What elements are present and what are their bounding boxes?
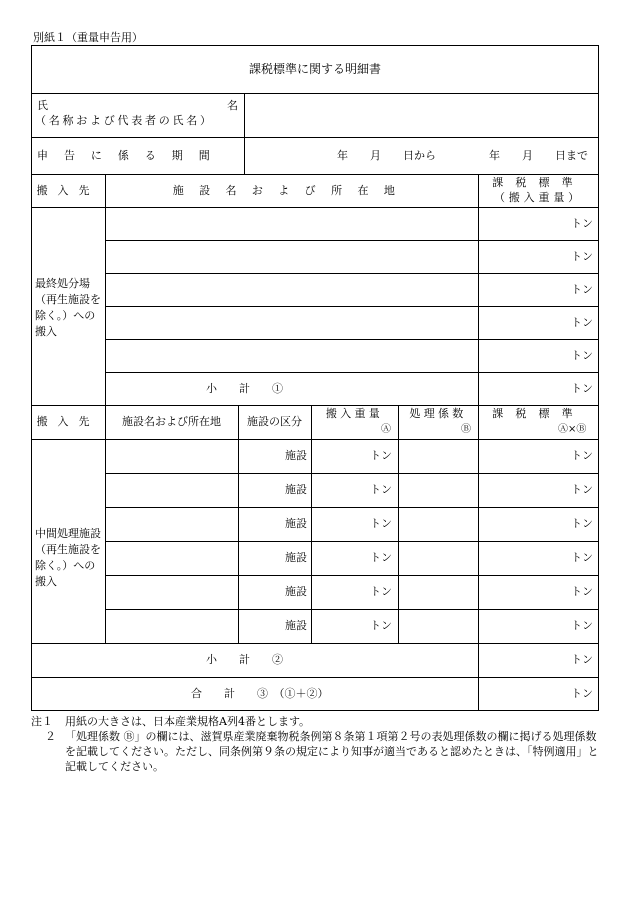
note-number: 注１ — [31, 715, 53, 728]
mid-category[interactable]: 施設 — [285, 517, 307, 530]
mid-coef-cell[interactable] — [399, 610, 478, 643]
notes — [31, 714, 606, 774]
mid-coef-cell[interactable] — [399, 440, 478, 473]
final-facility-cell[interactable] — [106, 208, 478, 240]
mid-col-coef-mark: Ⓑ — [461, 424, 471, 435]
mid-facility-cell[interactable] — [106, 474, 238, 507]
mid-col-coef: 処理係数 — [409, 407, 467, 420]
mid-subtotal-label: 小 計 ② — [206, 653, 283, 666]
form-label: 別紙１（重量申告用） — [33, 31, 143, 44]
mid-unit[interactable]: トン — [571, 619, 593, 632]
final-facility-cell[interactable] — [106, 241, 478, 273]
mid-coef-cell[interactable] — [399, 542, 478, 575]
mid-weight-unit[interactable]: トン — [370, 619, 392, 632]
tax-base-table — [31, 45, 599, 711]
period-to[interactable]: 年 月 日まで — [489, 149, 588, 162]
name-label-a: 氏 — [37, 99, 48, 112]
mid-col-base: 課税標準 — [492, 407, 585, 420]
mid-weight-unit[interactable]: トン — [370, 551, 392, 564]
note-text: 「処理係数 Ⓑ」の欄には、滋賀県産業廃棄物税条例第８条第１項第２号の表処理係数の欄に掲げる処理係数を記載してください。ただし、同条例第９条の規定により知事が適当であると認めたときは、「特例適用」と記載してください。 — [65, 730, 599, 773]
final-col-base-sub: （搬入重量） — [493, 191, 584, 204]
name-field[interactable] — [245, 94, 598, 137]
final-col-base: 課税標準 — [492, 176, 585, 189]
total-unit[interactable]: トン — [571, 687, 593, 700]
mid-weight-unit[interactable]: トン — [370, 449, 392, 462]
note-text: 用紙の大きさは、日本産業規格A列4番とします。 — [65, 715, 311, 728]
mid-unit[interactable]: トン — [571, 551, 593, 564]
mid-category[interactable]: 施設 — [285, 449, 307, 462]
mid-subtotal-unit[interactable]: トン — [571, 653, 593, 666]
final-subtotal-label: 小 計 ① — [206, 382, 283, 395]
mid-facility-cell[interactable] — [106, 576, 238, 609]
mid-col-dest: 搬入先 — [36, 415, 100, 428]
mid-facility-cell[interactable] — [106, 440, 238, 473]
mid-category[interactable]: 施設 — [285, 585, 307, 598]
final-unit[interactable]: トン — [571, 283, 593, 296]
mid-unit[interactable]: トン — [571, 483, 593, 496]
total-label: 合 計 ③ （①＋②） — [191, 687, 329, 700]
final-col-dest: 搬入先 — [36, 184, 100, 197]
mid-category[interactable]: 施設 — [285, 619, 307, 632]
document-title: 課税標準に関する明細書 — [248, 62, 381, 76]
mid-category[interactable]: 施設 — [285, 551, 307, 564]
note-item — [31, 714, 606, 729]
final-facility-cell[interactable] — [106, 307, 478, 339]
mid-coef-cell[interactable] — [399, 474, 478, 507]
mid-weight-unit[interactable]: トン — [370, 483, 392, 496]
mid-coef-cell[interactable] — [399, 508, 478, 541]
mid-category[interactable]: 施設 — [285, 483, 307, 496]
final-unit[interactable]: トン — [571, 250, 593, 263]
name-label-b: 名 — [227, 99, 238, 112]
mid-facility-cell[interactable] — [106, 508, 238, 541]
final-section-label: 最終処分場（再生施設を除く。）への搬入 — [35, 277, 101, 338]
mid-unit[interactable]: トン — [571, 517, 593, 530]
note-number: ２ — [45, 730, 56, 743]
mid-col-category: 施設の区分 — [247, 415, 302, 428]
final-unit[interactable]: トン — [571, 217, 593, 230]
final-col-facility: 施設名および所在地 — [172, 184, 411, 197]
mid-col-weight-mark: Ⓐ — [381, 424, 391, 435]
mid-weight-unit[interactable]: トン — [370, 517, 392, 530]
mid-facility-cell[interactable] — [106, 542, 238, 575]
mid-col-facility: 施設名および所在地 — [122, 415, 221, 428]
mid-col-weight: 搬入重量 — [325, 407, 384, 420]
mid-col-base-mark: Ⓐ×Ⓑ — [558, 424, 587, 435]
mid-unit[interactable]: トン — [571, 585, 593, 598]
mid-weight-unit[interactable]: トン — [370, 585, 392, 598]
mid-unit[interactable]: トン — [571, 449, 593, 462]
final-subtotal-unit[interactable]: トン — [571, 382, 593, 395]
final-facility-cell[interactable] — [106, 274, 478, 306]
mid-coef-cell[interactable] — [399, 576, 478, 609]
final-unit[interactable]: トン — [571, 316, 593, 329]
final-unit[interactable]: トン — [571, 349, 593, 362]
name-sub-label: （名称および代表者の氏名） — [35, 114, 214, 127]
period-from[interactable]: 年 月 日から — [337, 149, 436, 162]
note-item — [31, 729, 606, 774]
period-label: 申告に係る期間 — [37, 149, 226, 162]
mid-section-label: 中間処理施設（再生施設を除く。）への搬入 — [35, 527, 101, 588]
mid-facility-cell[interactable] — [106, 610, 238, 643]
final-facility-cell[interactable] — [106, 340, 478, 372]
